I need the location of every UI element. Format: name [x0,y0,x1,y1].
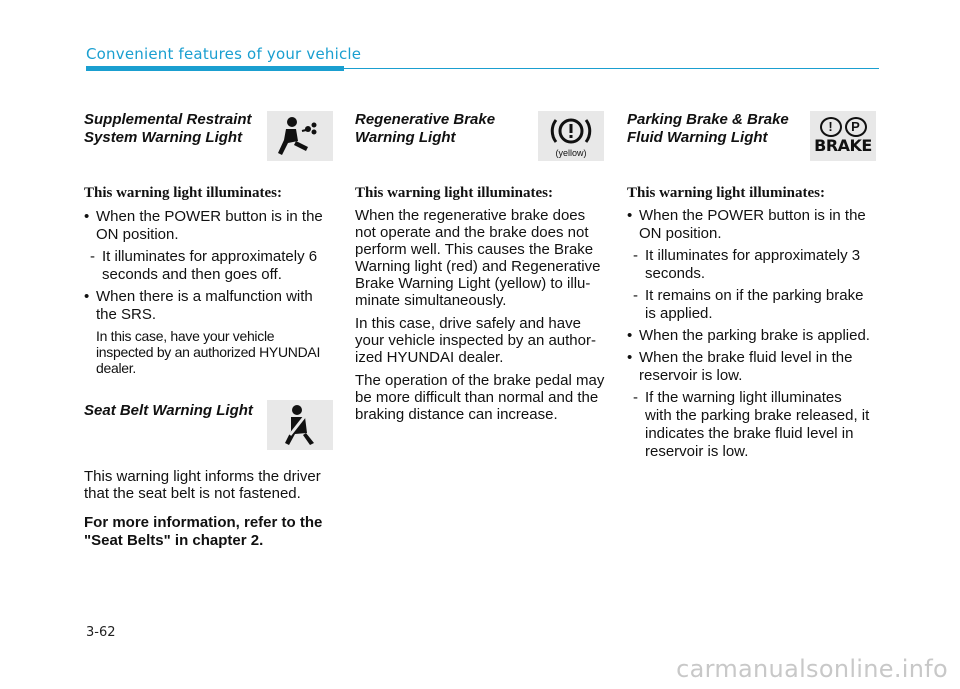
parking-dash-3: - If the warning light illuminates with the parking brake released, it indicates the brake fluid level in reservoir is low. [633,389,870,460]
seatbelt-section [84,402,334,550]
srs-title: Supplemental Restraint System Warning Light [84,111,252,146]
regen-paragraph-3: The operation of the brake pedal may be more difficult than normal and the braking distance can increase. [355,372,605,423]
seatbelt-person-icon [278,403,322,447]
srs-dash-1: - It illuminates for approximately 6 seconds and then goes off. [90,248,318,283]
header-title: Convenient features of your vehicle [86,45,362,63]
regen-icon-caption: (yellow) [555,148,587,158]
parking-bullet-1: • When the POWER button is in the ON position. [627,207,877,243]
brake-warning-icon [820,117,867,137]
column-2 [355,111,605,423]
watermark: carmanualsonline.info [676,655,948,683]
exclamation-circle-icon: ! [820,117,842,137]
regen-paragraph-2: In this case, drive safely and have your vehicle inspected by an author- ized HYUNDAI dealer. [355,315,596,366]
parking-illuminates-heading: This warning light illuminates: [627,185,825,201]
header-bar [86,66,344,71]
srs-icon-box [267,111,333,161]
airbag-person-icon [272,113,328,159]
parking-bullet-3: • When the brake fluid level in the reservoir is low. [627,349,877,385]
seatbelt-text: This warning light informs the driver that the seat belt is not fastened. [84,468,321,502]
parking-dash-2: - It remains on if the parking brake is applied. [633,287,864,322]
seatbelt-reference: For more information, refer to the "Seat Belts" in chapter 2. [84,514,323,549]
srs-bullet-2: • When there is a malfunction with the SRS. [84,288,334,324]
brake-icon-label: BRAKE [814,136,872,155]
seatbelt-title: Seat Belt Warning Light [84,402,253,419]
regen-paragraph-1: When the regenerative brake does not operate and the brake does not perform well. This causes the Brake Warning light (red) and Regenerative Brake Warning Light (yellow) to illu- minate simultaneously. [355,207,601,309]
regen-title: Regenerative Brake Warning Light [355,111,496,146]
srs-bullet-1: • When the POWER button is in the ON position. [84,208,334,244]
page-number: 3-62 [86,625,116,640]
srs-section [84,111,334,376]
parking-bullet-2: • When the parking brake is applied. [627,327,877,345]
regen-icon-box [538,111,604,161]
column-1 [84,111,334,550]
parking-dash-1: - It illuminates for approximately 3 seconds. [633,247,861,282]
exclamation-circle-icon [549,114,593,148]
regen-illuminates-heading: This warning light illuminates: [355,185,553,201]
srs-illuminates-heading: This warning light illuminates: [84,185,282,201]
parking-section [627,111,877,461]
parking-icon-box [810,111,876,161]
seatbelt-icon-box [267,400,333,450]
srs-note: In this case, have your vehicle inspected by an authorized HYUNDAI dealer. [96,328,321,376]
parking-title: Parking Brake & Brake Fluid Warning Light [627,111,789,146]
header-rule [344,68,879,69]
column-3 [627,111,877,461]
parking-p-icon: P [845,117,867,137]
regen-section [355,111,605,423]
